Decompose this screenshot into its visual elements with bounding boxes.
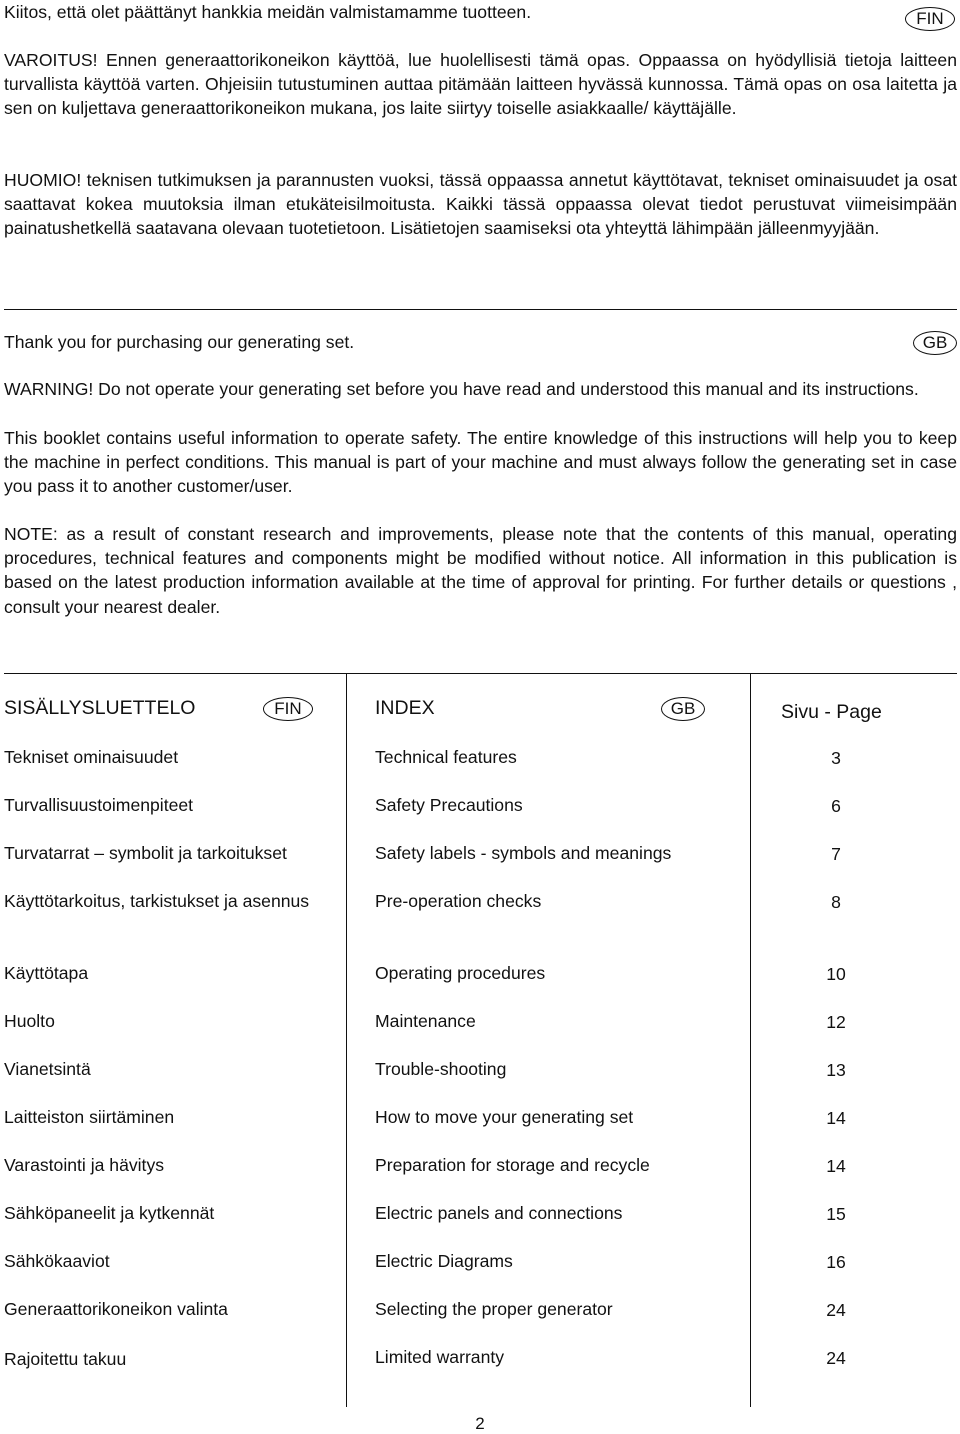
toc-row-page: 14 [826,1108,846,1128]
toc-row-fin: Generaattorikoneikon valinta [4,1299,228,1319]
toc-row-page: 13 [826,1060,846,1080]
toc-row-gb: Limited warranty [375,1347,505,1367]
toc-row-gb: Selecting the proper generator [375,1299,613,1319]
toc-row-page: 24 [826,1300,846,1320]
toc-row-page: 3 [831,748,841,768]
toc-row-gb: Safety labels - symbols and meanings [375,843,672,863]
toc-row-fin: Sähkökaaviot [4,1251,110,1271]
toc-row-fin: Laitteiston siirtäminen [4,1107,175,1127]
fin-intro: Kiitos, että olet päättänyt hankkia meidän valmistamamme tuotteen. [4,2,532,22]
gb-intro: Thank you for purchasing our generating set. [4,332,355,352]
fin-warning: VAROITUS! Ennen generaattorikoneikon käyttöä, lue huolellisesti tämä opas. Oppaassa on hyödyllisiä tietoja laitteen turvallista käyttöä varten. Ohjeisiin tutustuminen auttaa pitämään laitteen hyvässä kunnossa. Tämä opas on osa laitetta ja sen on kuljettava generaattorikoneikon mukana, jos laite siirtyy toiselle asiakkaalle/ käyttäjälle. [4,50,957,119]
toc-row-fin: Rajoitettu takuu [4,1349,127,1369]
toc-row-page: 14 [826,1156,846,1176]
toc-row-page: 24 [826,1348,846,1368]
toc-row-page: 6 [831,796,841,816]
fin-note: HUOMIO! teknisen tutkimuksen ja parannusten vuoksi, tässä oppaassa annetut käyttötavat, tekniset ominaisuudet ja osat saattavat kokea muutoksia ilman etukäteisilmoitusta. Kaikki tässä oppaassa olevat tiedot perustuvat viimeisimpään painatushetkellä saatavana olevaan tuotetietoon. Lisätietojen saamiseksi ota yhteyttä lähimpään jälleenmyyjään. [4,170,957,239]
toc-row-gb: Technical features [375,747,517,767]
toc-row-fin: Turvallisuustoimenpiteet [4,795,194,815]
toc-row-gb: Safety Precautions [375,795,523,815]
toc-row-gb: Preparation for storage and recycle [375,1155,650,1175]
toc-row-fin: Vianetsintä [4,1059,91,1079]
toc-row-gb: How to move your generating set [375,1107,634,1127]
toc-top-rule [4,673,957,674]
toc-row-page: 12 [826,1012,846,1032]
gb-note: NOTE: as a result of constant research and improvements, please note that the contents of this manual, operating procedures, technical features and components might be modified without notice. All information in this publication is based on the latest production information available at the time of approval for printing. For further details or questions , consult your nearest dealer. [4,524,957,617]
toc-row-fin: Turvatarrat – symbolit ja tarkoitukset [4,843,287,863]
toc-row-gb: Trouble-shooting [375,1059,507,1079]
toc-row-fin: Huolto [4,1011,55,1031]
toc-row-page: 8 [831,892,841,912]
toc-row-gb: Electric panels and connections [375,1203,623,1223]
toc-row-fin: Sähköpaneelit ja kytkennät [4,1203,215,1223]
gb-safety-info: This booklet contains useful information to operate safety. The entire knowledge of this instructions will help you to keep the machine in perfect conditions. This manual is part of your machine and must always follow the generating set in case you pass it to another customer/user. [4,428,957,497]
toc-gb-badge: GB [661,697,705,721]
toc-row-page: 10 [826,964,846,984]
toc-row-page: 16 [826,1252,846,1272]
fin-language-badge: FIN [905,7,955,31]
toc-row-fin: Varastointi ja hävitys [4,1155,165,1175]
section-divider [4,309,957,310]
toc-row-gb: Operating procedures [375,963,546,983]
page-number: 2 [475,1414,485,1433]
toc-row-page: 15 [826,1204,846,1224]
gb-warning: WARNING! Do not operate your generating set before you have read and understood this manual and its instructions. [4,379,919,399]
toc-fin-badge: FIN [263,697,313,721]
toc-row-fin: Käyttötapa [4,963,89,983]
toc-row-gb: Maintenance [375,1011,476,1031]
toc-row-gb: Pre-operation checks [375,891,542,911]
toc-gb-title: INDEX [375,697,435,719]
toc-row-page: 7 [831,844,841,864]
toc-row-fin: Tekniset ominaisuudet [4,747,179,767]
toc-row-fin: Käyttötarkoitus, tarkistukset ja asennus [4,891,310,911]
toc-page-title: Sivu - Page [781,701,882,723]
toc-divider-left [346,674,347,1407]
toc-fin-title: SISÄLLYSLUETTELO [4,697,196,719]
toc-row-gb: Electric Diagrams [375,1251,513,1271]
gb-language-badge: GB [913,331,957,355]
toc-divider-right [750,674,751,1407]
